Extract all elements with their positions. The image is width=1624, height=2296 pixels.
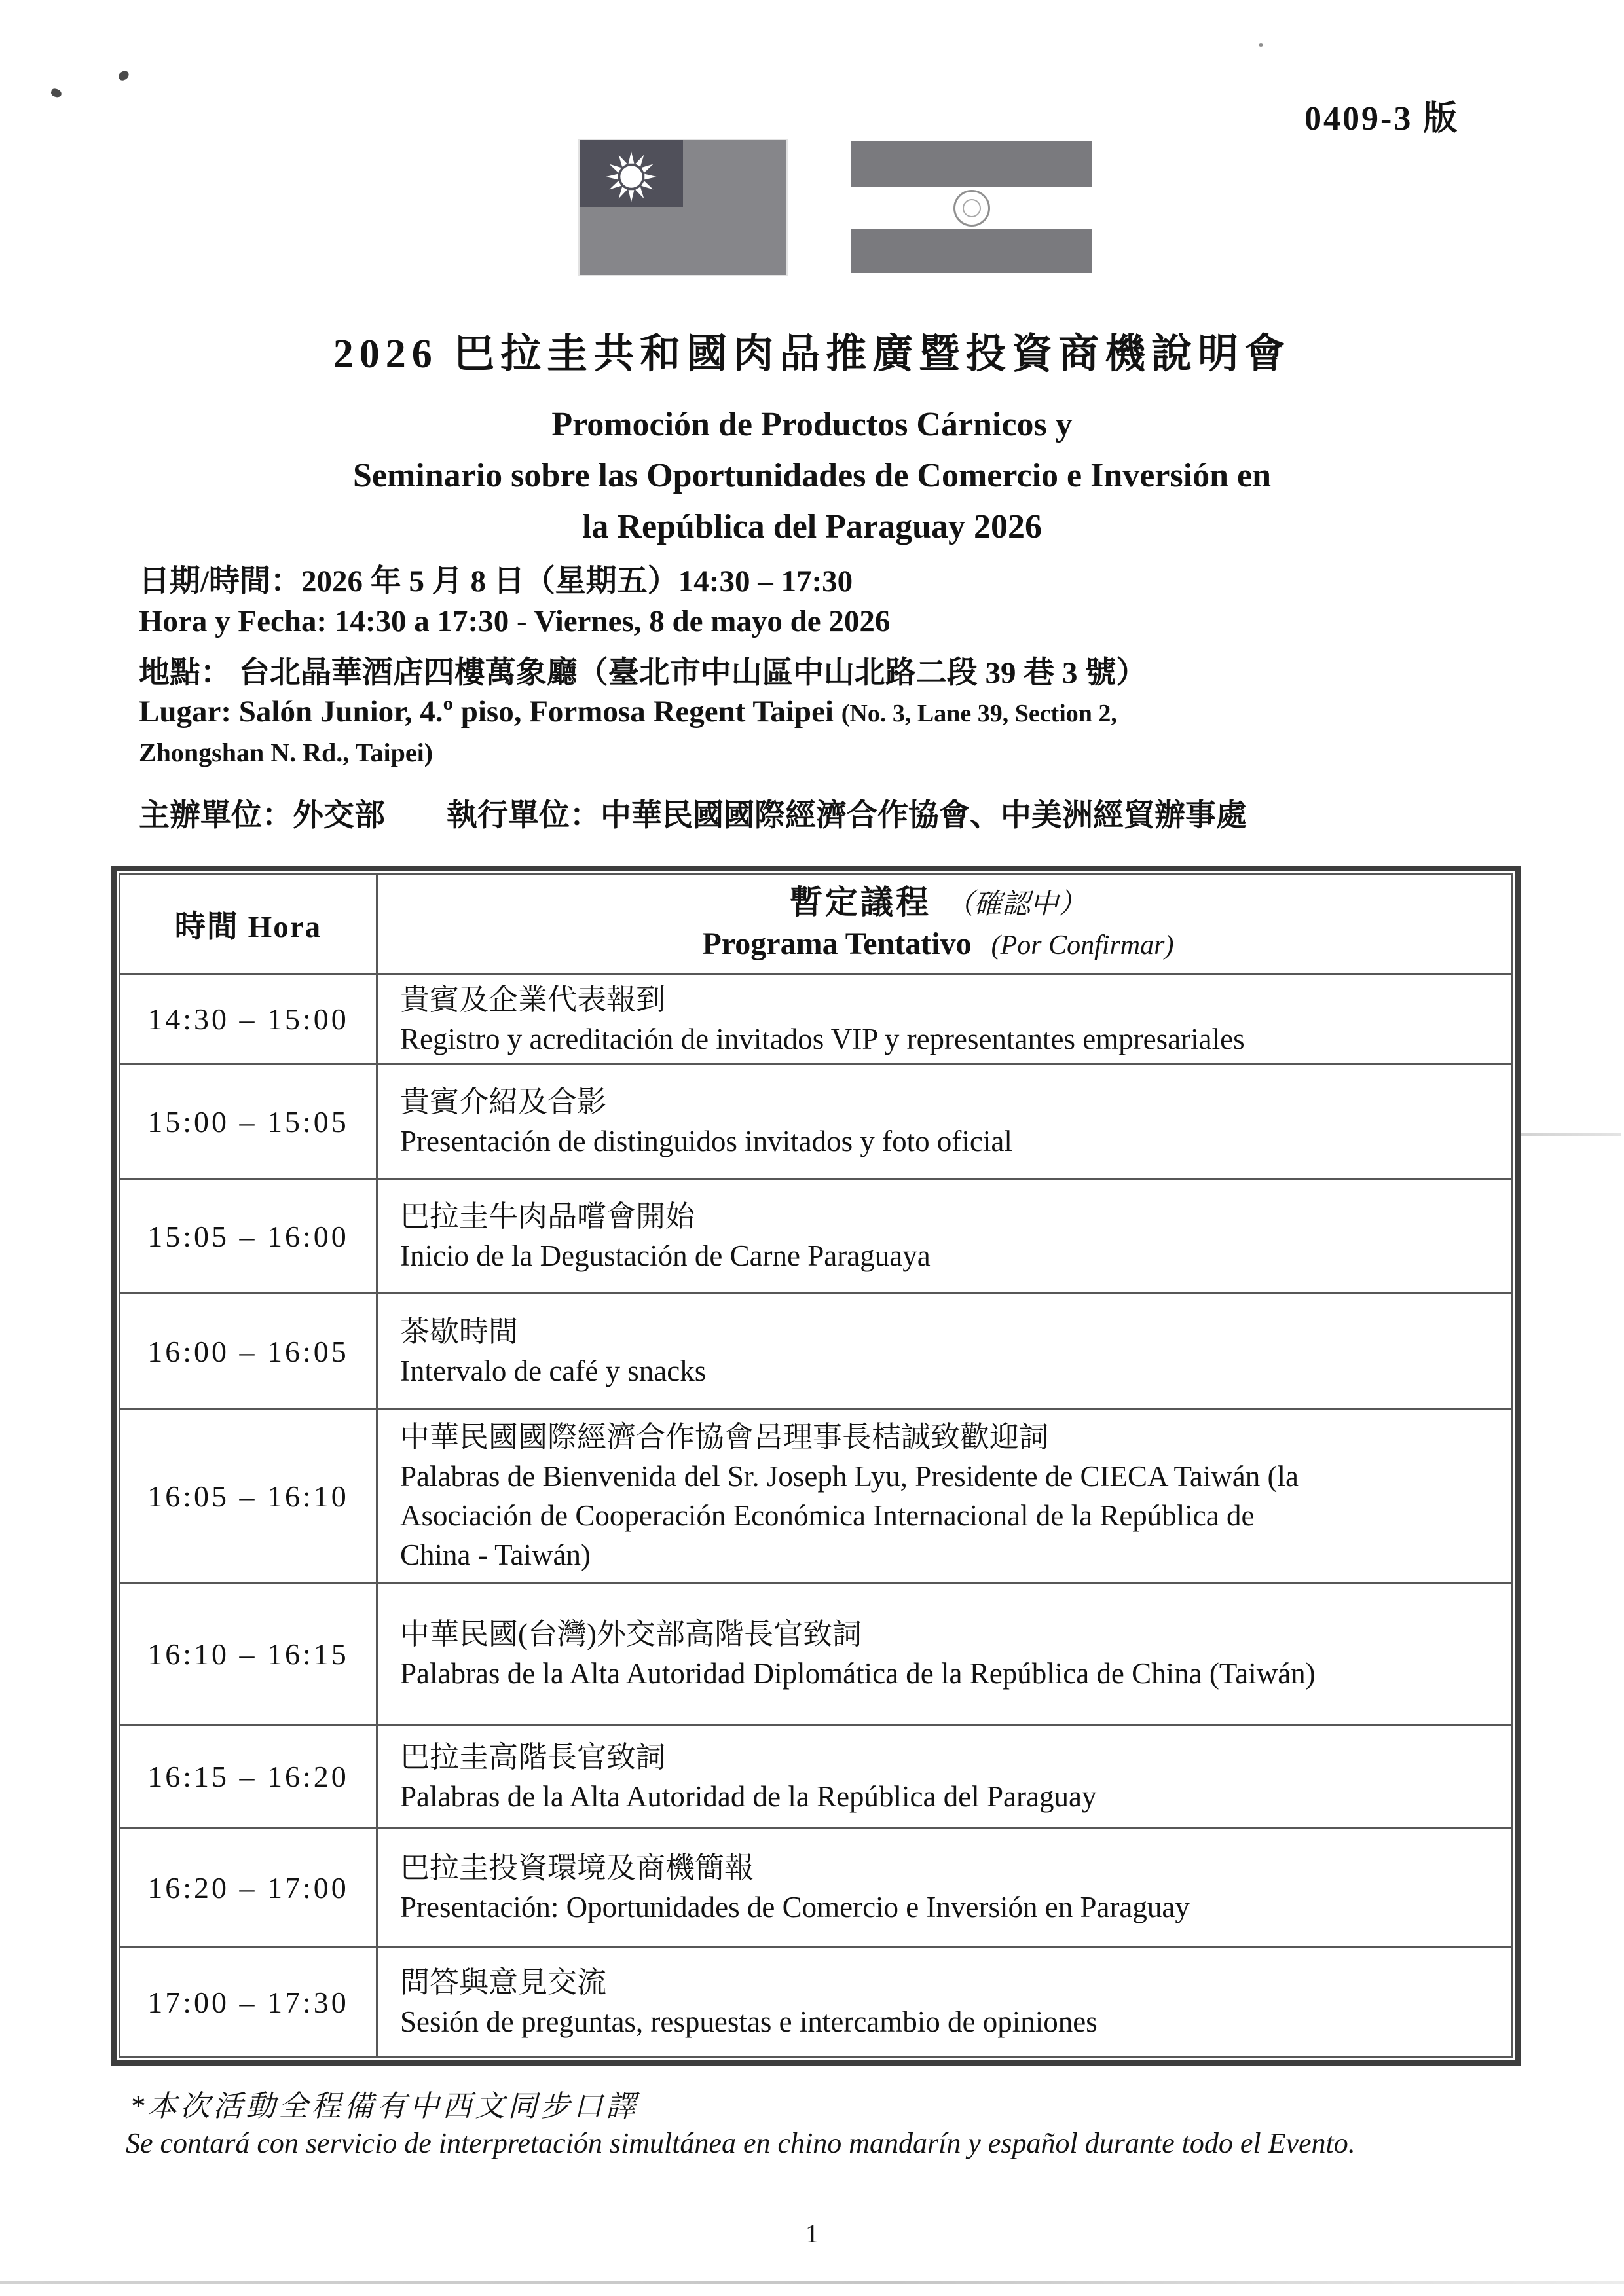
agenda-time-cell bbox=[120, 1294, 378, 1408]
agenda-item-es: Sesión de preguntas, respuestas e intercambio de opiniones bbox=[400, 2005, 1098, 2038]
agenda-item-es: Presentación de distinguidos invitados y foto oficial bbox=[400, 1125, 1012, 1157]
header-agenda-zh: 暫定議程 （確認中） bbox=[790, 884, 1086, 920]
agenda-time-cell bbox=[120, 1948, 378, 2056]
venue-es-detail: (No. 3, Lane 39, Section 2, bbox=[841, 700, 1117, 727]
agenda-row bbox=[120, 1292, 1511, 1408]
time-range: 16:15 – 16:20 bbox=[147, 1760, 349, 1793]
venue-line-es-2: Zhongshan N. Rd., Taipei) bbox=[139, 738, 434, 767]
version-label: 0409-3 版 bbox=[1304, 100, 1460, 137]
agenda-time-cell bbox=[120, 1829, 378, 1946]
agenda-row bbox=[120, 1408, 1511, 1582]
scan-edge-line bbox=[0, 2281, 1624, 2284]
header-agenda-cell bbox=[378, 875, 1511, 973]
agenda-item-zh: 巴拉圭高階長官致詞 bbox=[400, 1740, 666, 1774]
footnote-es: Se contará con servicio de interpretación simultánea en chino mandarín y español durante todo el Evento. bbox=[126, 2127, 1356, 2159]
scan-speck bbox=[117, 70, 130, 82]
time-range: 16:20 – 17:00 bbox=[147, 1870, 349, 1904]
agenda-table-grid bbox=[119, 873, 1513, 2058]
agenda-row bbox=[120, 1827, 1511, 1946]
scan-dot bbox=[1259, 43, 1263, 47]
time-range: 16:05 – 16:10 bbox=[147, 1479, 349, 1513]
agenda-item-cell bbox=[378, 1584, 1511, 1724]
agenda-row bbox=[120, 1946, 1511, 2056]
venue-line-zh: 地點： 台北晶華酒店四樓萬象廳（臺北市中山區中山北路二段 39 巷 3 號） bbox=[139, 656, 1147, 690]
venue-es-main: Lugar: Salón Junior, 4.º piso, Formosa Regent Taipei bbox=[139, 695, 841, 729]
agenda-item-cell bbox=[378, 1294, 1511, 1408]
agenda-item-es: Registro y acreditación de invitados VIP y representantes empresariales bbox=[400, 1022, 1245, 1055]
agenda-item-cell bbox=[378, 1726, 1511, 1827]
agenda-item-zh: 巴拉圭投資環境及商機簡報 bbox=[400, 1851, 754, 1884]
event-title-es-line2: Seminario sobre las Oportunidades de Comercio e Inversión en bbox=[352, 457, 1272, 494]
agenda-item-cell bbox=[378, 1829, 1511, 1946]
venue-line-es bbox=[139, 694, 1117, 729]
datetime-line-zh: 日期/時間：2026 年 5 月 8 日（星期五）14:30 – 17:30 bbox=[139, 564, 853, 598]
agenda-item-zh: 中華民國(台灣)外交部高階長官致詞 bbox=[400, 1618, 862, 1650]
paraguay-emblem-icon bbox=[953, 190, 990, 227]
agenda-item-zh: 中華民國國際經濟合作協會呂理事長桔誠致歡迎詞 bbox=[400, 1421, 1049, 1453]
time-range: 15:00 – 15:05 bbox=[147, 1104, 349, 1139]
agenda-item-cell bbox=[378, 1065, 1511, 1178]
agenda-time-cell bbox=[120, 1180, 378, 1292]
agenda-item-es: Palabras de la Alta Autoridad Diplomática de la República de China (Taiwán) bbox=[400, 1657, 1316, 1690]
agenda-time-cell bbox=[120, 1726, 378, 1827]
header-time-cell bbox=[120, 875, 378, 973]
agenda-row bbox=[120, 1582, 1511, 1724]
organizers-line: 主辦單位：外交部 執行單位：中華民國國際經濟合作協會、中美洲經貿辦事處 bbox=[139, 799, 1247, 833]
time-range: 14:30 – 15:00 bbox=[147, 1002, 349, 1036]
paraguay-flag bbox=[851, 141, 1092, 273]
agenda-item-zh: 巴拉圭牛肉品嚐會開始 bbox=[400, 1200, 695, 1233]
agenda-item-cell bbox=[378, 1180, 1511, 1292]
agenda-time-cell bbox=[120, 975, 378, 1063]
time-range: 16:00 – 16:05 bbox=[147, 1334, 349, 1368]
agenda-time-cell bbox=[120, 1410, 378, 1582]
agenda-row bbox=[120, 973, 1511, 1063]
agenda-item-cell bbox=[378, 1948, 1511, 2056]
agenda-item-es: Palabras de Bienvenida del Sr. Joseph Lyu, Presidente de CIECA Taiwán (la Asociación de Cooperación Económica Internacional de la República de China - Taiwán) bbox=[400, 1460, 1299, 1571]
page-number: 1 bbox=[805, 2219, 819, 2248]
agenda-item-zh: 貴賓及企業代表報到 bbox=[400, 983, 666, 1016]
agenda-item-es: Inicio de la Degustación de Carne Paraguaya bbox=[400, 1239, 931, 1272]
agenda-item-es: Presentación: Oportunidades de Comercio e Inversión en Paraguay bbox=[400, 1891, 1190, 1923]
footnote-zh: *本次活動全程備有中西文同步口譯 bbox=[130, 2090, 639, 2123]
agenda-item-es: Palabras de la Alta Autoridad de la República del Paraguay bbox=[400, 1779, 1097, 1813]
agenda-item-cell bbox=[378, 1410, 1511, 1582]
agenda-row bbox=[120, 1724, 1511, 1827]
event-title-es-line1: Promoción de Productos Cárnicos y bbox=[551, 406, 1073, 443]
event-title-es-line3: la República del Paraguay 2026 bbox=[581, 508, 1043, 545]
taiwan-sun-icon bbox=[602, 148, 660, 206]
agenda-item-zh: 貴賓介紹及合影 bbox=[400, 1085, 607, 1118]
agenda-time-cell bbox=[120, 1584, 378, 1724]
agenda-item-es: Intervalo de café y snacks bbox=[400, 1355, 707, 1387]
agenda-row bbox=[120, 1063, 1511, 1178]
event-title-zh: 2026 巴拉圭共和國肉品推廣暨投資商機說明會 bbox=[333, 332, 1291, 376]
event-title-es bbox=[0, 399, 1624, 553]
scan-speck bbox=[50, 88, 63, 98]
paraguay-flag-top-stripe bbox=[851, 141, 1092, 187]
agenda-row bbox=[120, 1178, 1511, 1292]
time-range: 15:05 – 16:00 bbox=[147, 1219, 349, 1253]
header-time-label: 時間 Hora bbox=[174, 909, 322, 944]
agenda-table bbox=[111, 866, 1521, 2066]
paraguay-flag-bottom-stripe bbox=[851, 229, 1092, 273]
datetime-line-es: Hora y Fecha: 14:30 a 17:30 - Viernes, 8 de mayo de 2026 bbox=[139, 604, 891, 638]
taiwan-flag bbox=[580, 140, 786, 275]
agenda-time-cell bbox=[120, 1065, 378, 1178]
agenda-header-row bbox=[120, 875, 1511, 973]
agenda-item-cell bbox=[378, 975, 1511, 1063]
agenda-item-zh: 問答與意見交流 bbox=[400, 1966, 607, 1999]
time-range: 16:10 – 16:15 bbox=[147, 1637, 349, 1671]
header-agenda-es: Programa Tentativo (Por Confirmar) bbox=[702, 926, 1174, 961]
time-range: 17:00 – 17:30 bbox=[147, 1985, 349, 2019]
agenda-item-zh: 茶歇時間 bbox=[400, 1315, 519, 1348]
